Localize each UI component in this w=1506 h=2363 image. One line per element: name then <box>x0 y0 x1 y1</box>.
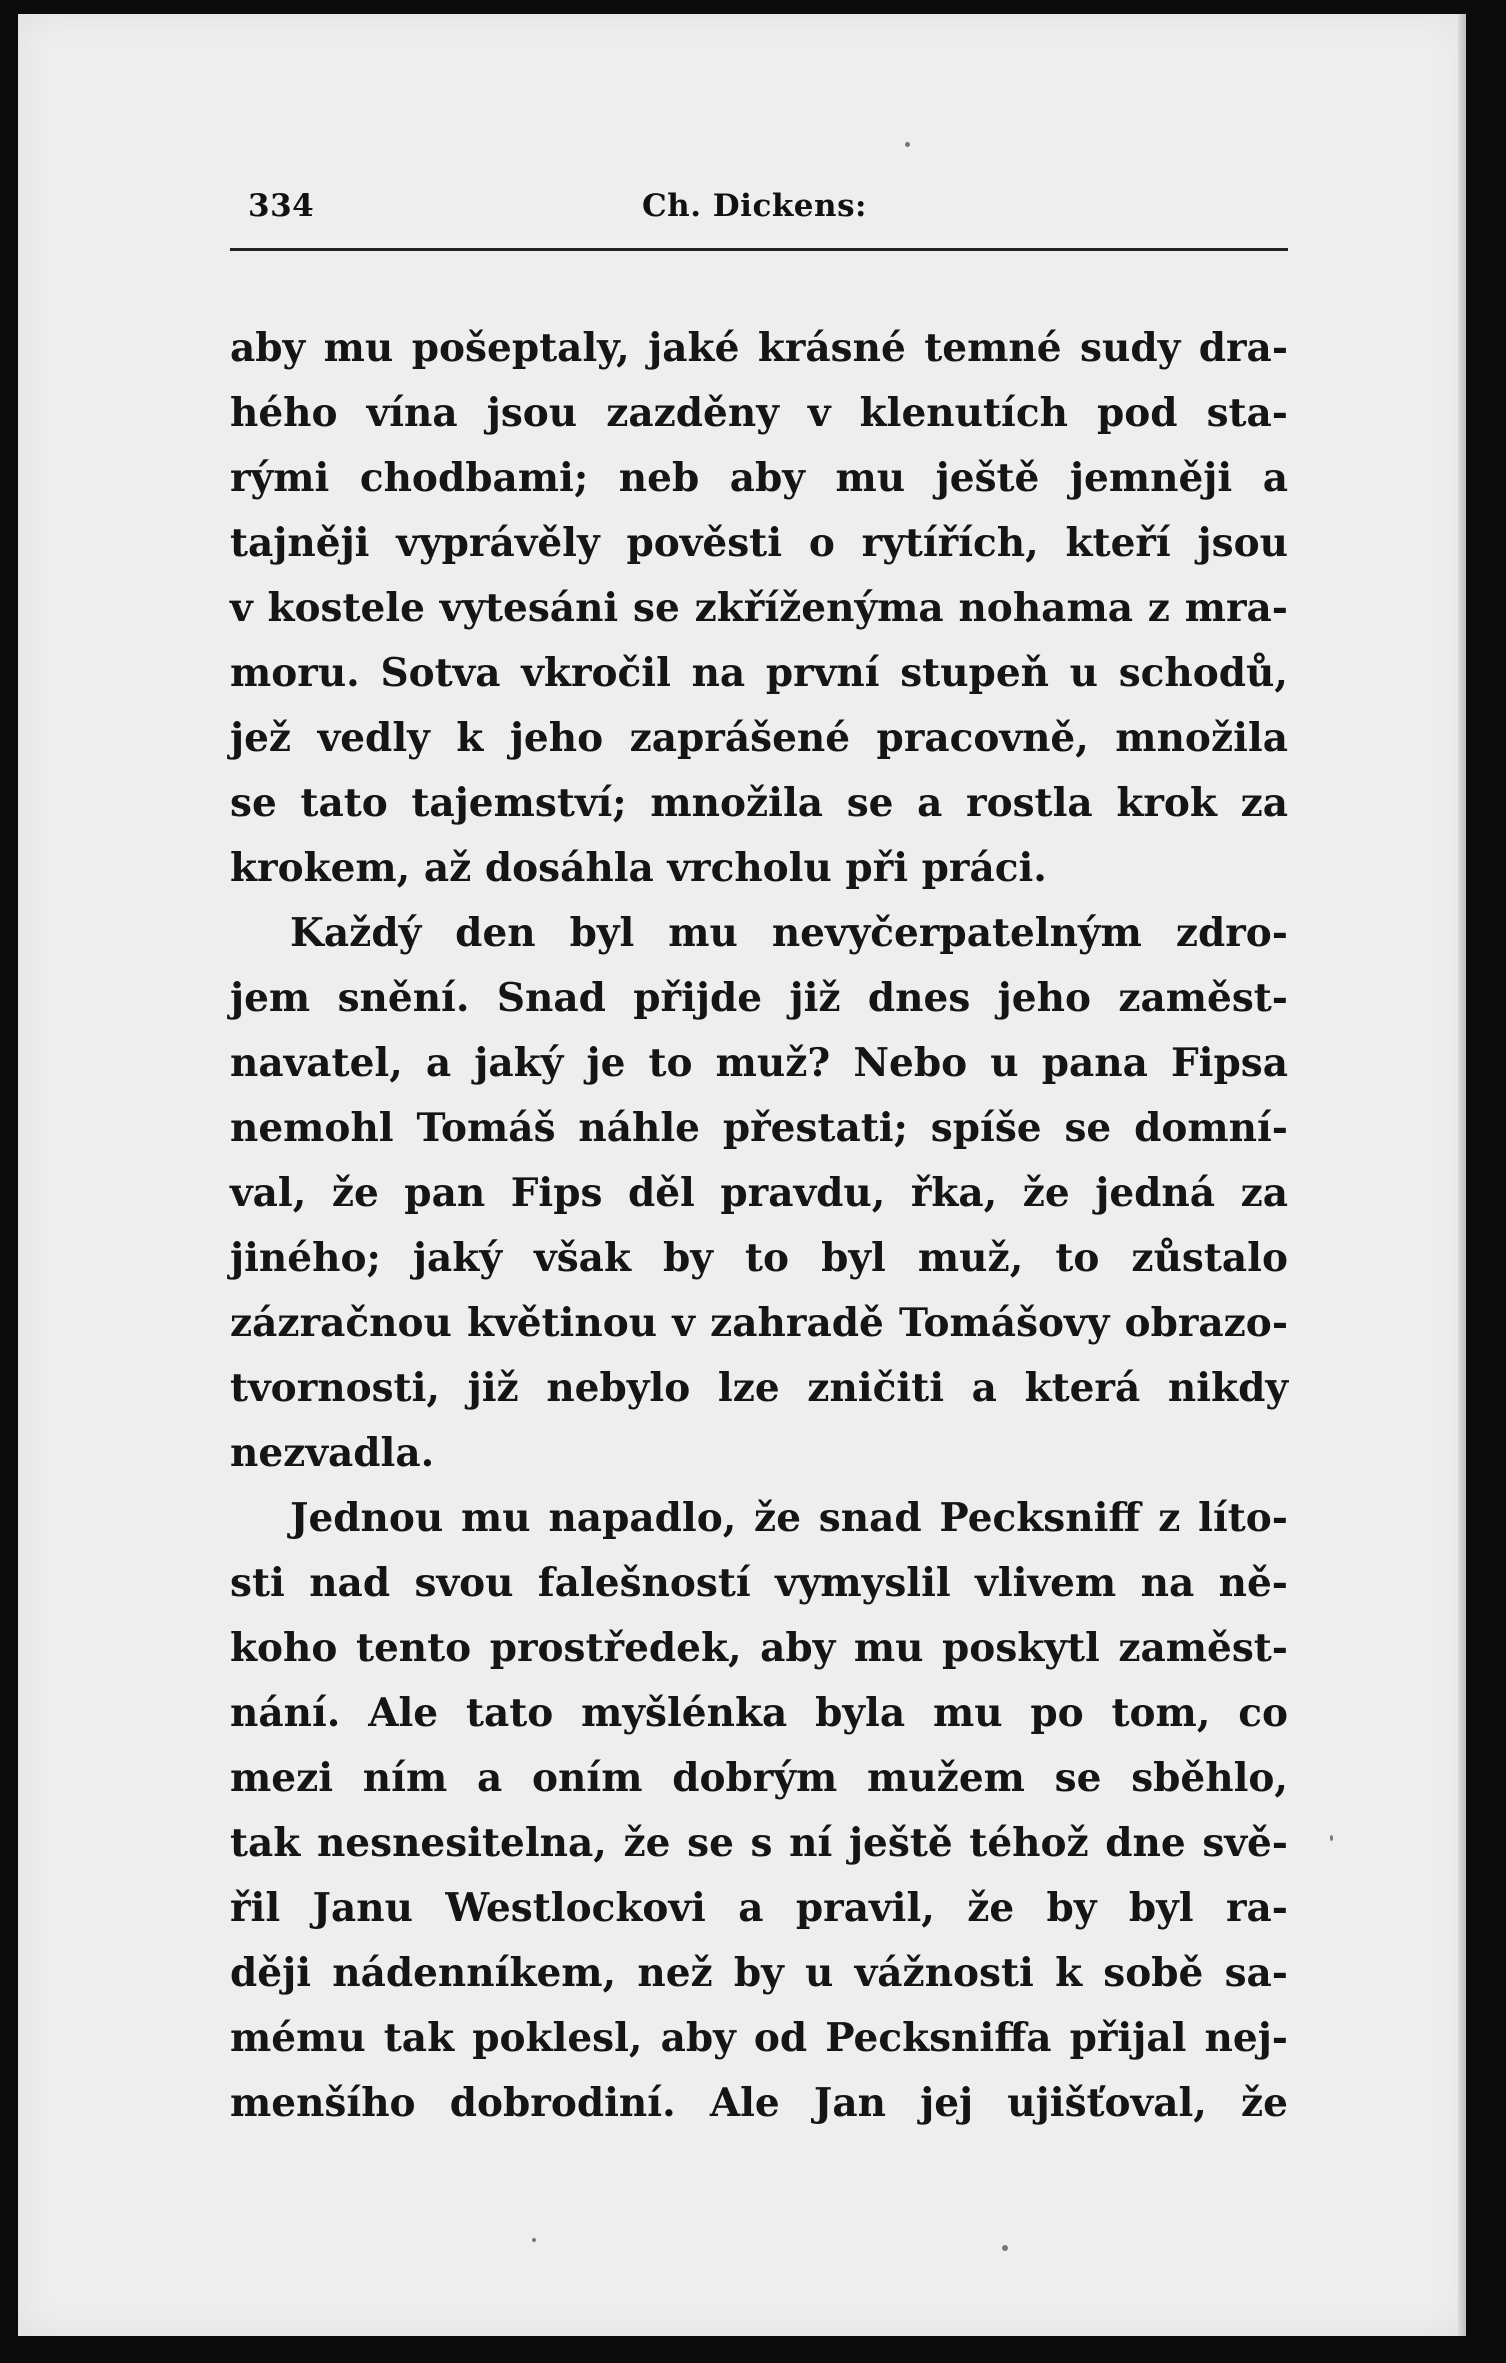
text-line: jiného; jaký však by to byl muž, to zůstalo <box>230 1235 1288 1281</box>
text-line: menšího dobrodiní. Ale Jan jej ujišťoval, že <box>230 2080 1288 2126</box>
text-line: tvornosti, již nebylo lze zničiti a která nikdy <box>230 1365 1288 1411</box>
scan-speck <box>1002 2245 1008 2251</box>
scan-speck <box>1330 1835 1333 1841</box>
text-line: řil Janu Westlockovi a pravil, že by byl ra- <box>230 1885 1288 1931</box>
text-line: hého vína jsou zazděny v klenutích pod sta- <box>230 390 1288 436</box>
body-text <box>230 316 1288 2136</box>
text-line: val, že pan Fips děl pravdu, řka, že jedná za <box>230 1170 1288 1216</box>
text-line: mezi ním a oním dobrým mužem se sběhlo, <box>230 1755 1288 1801</box>
text-line: mému tak poklesl, aby od Pecksniffa přijal nej- <box>230 2015 1288 2061</box>
text-line: koho tento prostředek, aby mu poskytl zaměst- <box>230 1625 1288 1671</box>
text-line: navatel, a jaký je to muž? Nebo u pana Fipsa <box>230 1040 1288 1086</box>
text-line: nezvadla. <box>230 1430 435 1476</box>
text-line: Jednou mu napadlo, že snad Pecksniff z líto- <box>290 1495 1288 1541</box>
text-line: rými chodbami; neb aby mu ještě jemněji a <box>230 455 1288 501</box>
text-line: krokem, až dosáhla vrcholu při práci. <box>230 845 1047 891</box>
text-line: Každý den byl mu nevyčerpatelným zdro- <box>290 910 1288 956</box>
text-line: ději nádenníkem, než by u vážnosti k sobě sa- <box>230 1950 1288 1996</box>
header-rule <box>230 248 1288 251</box>
text-line: v kostele vytesáni se zkříženýma nohama z mra- <box>230 585 1288 631</box>
text-line: nemohl Tomáš náhle přestati; spíše se domní- <box>230 1105 1288 1151</box>
text-line: zázračnou květinou v zahradě Tomášovy obrazo- <box>230 1300 1288 1346</box>
text-line: tajněji vyprávěly pověsti o rytířích, kteří jsou <box>230 520 1288 566</box>
scan-speck <box>905 142 910 147</box>
running-head: Ch. Dickens: <box>642 188 867 224</box>
text-line: jem snění. Snad přijde již dnes jeho zaměst- <box>230 975 1288 1021</box>
page-number: 334 <box>248 188 315 224</box>
text-line: sti nad svou falešností vymyslil vlivem na ně- <box>230 1560 1288 1606</box>
text-line: jež vedly k jeho zaprášené pracovně, množila <box>230 715 1288 761</box>
scan-speck <box>532 2238 536 2242</box>
text-line: moru. Sotva vkročil na první stupeň u schodů, <box>230 650 1288 696</box>
text-line: nání. Ale tato myšlénka byla mu po tom, co <box>230 1690 1288 1736</box>
page-header <box>230 188 1288 238</box>
text-line: se tato tajemství; množila se a rostla krok za <box>230 780 1288 826</box>
text-line: tak nesnesitelna, že se s ní ještě téhož dne svě- <box>230 1820 1288 1866</box>
page-edge <box>1458 14 1466 2336</box>
text-line: aby mu pošeptaly, jaké krásné temné sudy dra- <box>230 325 1288 371</box>
